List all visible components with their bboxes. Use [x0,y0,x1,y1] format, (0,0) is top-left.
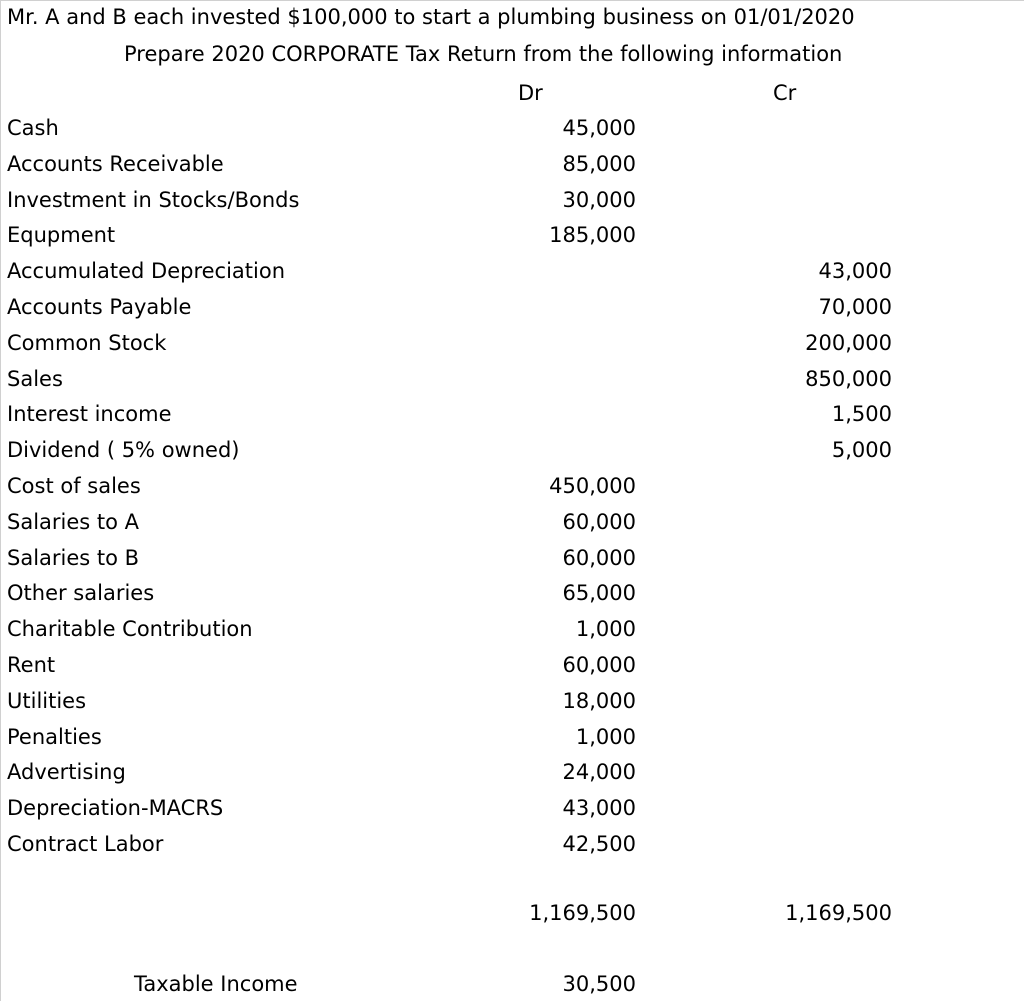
account-name: Common Stock [7,330,167,355]
debit-amount: 185,000 [549,223,636,248]
debit-amount: 43,000 [562,796,636,821]
ledger-row [1,223,1024,259]
account-name: Utilities [7,688,87,713]
account-name: Sales [7,366,63,391]
taxable-income-value: 30,500 [562,972,636,996]
debit-amount: 1,000 [575,617,636,642]
account-name: Rent [7,653,56,677]
account-name: Accounts Payable [7,295,192,319]
ledger-row [1,653,1024,689]
header-line-1: Mr. A and B each invested $100,000 to start a plumbing business on 01/01/2020 [7,5,855,29]
debit-amount: 60,000 [562,509,636,534]
total-credit: 1,169,500 [785,901,892,925]
account-name: Accumulated Depreciation [7,259,286,284]
ledger-row [1,760,1024,796]
account-name: Contract Labor [7,832,164,856]
credit-amount: 200,000 [805,330,892,355]
debit-amount: 65,000 [562,581,636,606]
ledger-row [1,367,1024,403]
ledger-row [1,617,1024,653]
debit-amount: 450,000 [549,474,636,498]
ledger-row [1,331,1024,367]
ledger-row [1,832,1024,868]
account-name: Cost of sales [7,474,141,498]
credit-amount: 850,000 [805,366,892,391]
ledger-row [1,116,1024,152]
account-name: Other salaries [7,581,155,606]
ledger-row [1,402,1024,438]
debit-amount: 1,000 [575,724,636,749]
credit-column-header: Cr [773,81,797,105]
debit-amount: 60,000 [562,653,636,677]
ledger-row [1,188,1024,224]
credit-amount: 70,000 [818,295,892,319]
ledger-row [1,152,1024,188]
debit-amount: 60,000 [562,545,636,570]
ledger-row [1,474,1024,510]
ledger-row [1,510,1024,546]
credit-amount: 5,000 [831,438,892,463]
account-name: Interest income [7,402,172,427]
debit-amount: 18,000 [562,688,636,713]
debit-amount: 24,000 [562,760,636,785]
header-line-2: Prepare 2020 CORPORATE Tax Return from the following information [124,42,843,66]
ledger-row [1,581,1024,617]
credit-amount: 1,500 [831,402,892,427]
debit-amount: 45,000 [562,116,636,140]
account-name: Dividend ( 5% owned) [7,438,240,463]
debit-amount: 42,500 [562,832,636,856]
debit-amount: 85,000 [562,151,636,176]
taxable-income-label: Taxable Income [134,972,298,996]
debit-column-header: Dr [518,81,543,105]
account-name: Advertising [7,760,126,785]
account-name: Cash [7,116,59,140]
ledger-row [1,546,1024,582]
ledger-row [1,689,1024,725]
account-name: Salaries to B [7,545,140,570]
account-name: Accounts Receivable [7,151,224,176]
ledger-row [1,259,1024,295]
debit-amount: 30,000 [562,187,636,212]
ledger-row [1,438,1024,474]
ledger-row [1,725,1024,761]
account-name: Salaries to A [7,509,140,534]
account-name: Equpment [7,223,116,248]
account-name: Charitable Contribution [7,617,253,642]
total-debit: 1,169,500 [529,901,636,925]
account-name: Investment in Stocks/Bonds [7,187,300,212]
ledger-row [1,295,1024,331]
credit-amount: 43,000 [818,259,892,284]
account-name: Penalties [7,724,102,749]
ledger-row [1,796,1024,832]
account-name: Depreciation-MACRS [7,796,224,821]
